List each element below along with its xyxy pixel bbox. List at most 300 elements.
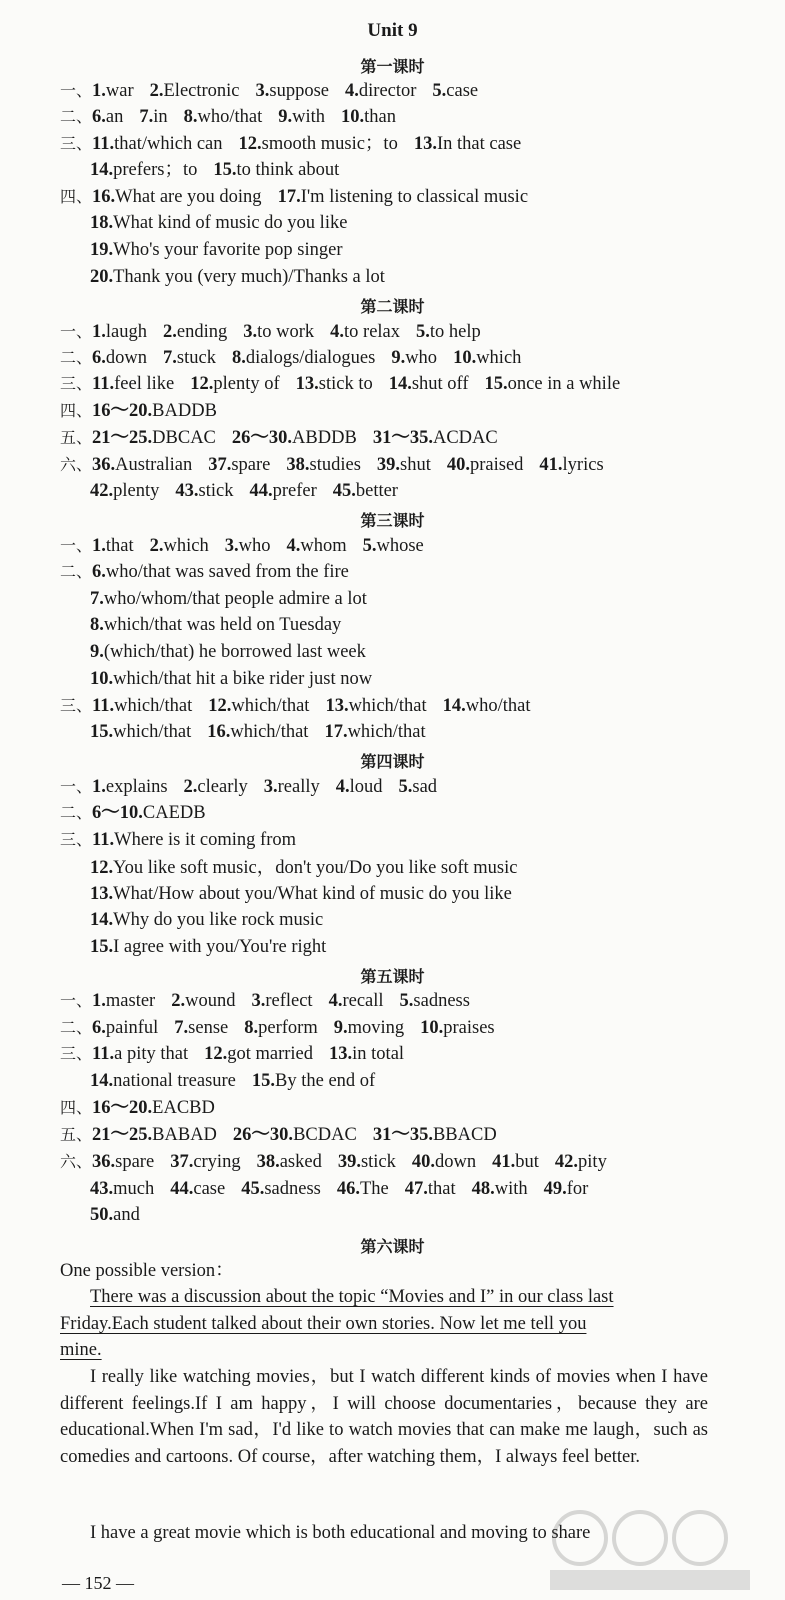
answer-text: master (105, 991, 156, 1011)
section-marker: 五、 (60, 1125, 93, 1144)
question-number: 6. (92, 107, 106, 127)
answer-text: ACDAC (432, 428, 498, 448)
question-number: 2. (149, 536, 164, 556)
answer-text: but (515, 1152, 539, 1172)
question-number: 15. (484, 374, 508, 394)
answer-text: better (355, 481, 398, 501)
answer-item (400, 991, 470, 1011)
answer-item (256, 81, 330, 101)
section-marker: 六、 (60, 455, 93, 474)
question-number: 10. (341, 107, 365, 127)
answer-text: BABAD (152, 1125, 217, 1145)
question-number: 18. (90, 213, 114, 233)
answer-text: CAEDB (142, 803, 206, 823)
answer-item (92, 696, 192, 716)
answer-item (241, 1179, 321, 1199)
question-number: 5. (416, 322, 430, 342)
question-number: 5. (362, 536, 377, 556)
answer-text: Australian (115, 455, 193, 475)
answer-item (391, 348, 437, 368)
l5-section-5 (60, 1124, 513, 1146)
answer-text: pity (578, 1152, 607, 1172)
question-number: 47. (404, 1179, 428, 1199)
question-number: 14. (90, 160, 114, 180)
watermark-logo (540, 1500, 770, 1595)
question-number: 37. (208, 455, 232, 475)
answer-text: who/that (197, 107, 263, 127)
answer-item (251, 991, 312, 1011)
answer-item (92, 348, 147, 368)
answer-text: that (427, 1179, 456, 1199)
answer-item (92, 455, 192, 475)
answer-item (232, 348, 375, 368)
answer-text: shut off (411, 374, 469, 394)
question-number: 13. (413, 134, 437, 154)
question-number: 11. (92, 1044, 115, 1064)
answer-item (239, 134, 398, 154)
answer-item (345, 81, 416, 101)
question-number: 10. (90, 669, 114, 689)
answer-item (539, 455, 603, 475)
answer-text: an (105, 107, 124, 127)
section-marker: 二、 (60, 1018, 93, 1037)
question-number: 45. (332, 481, 356, 501)
question-number: 4. (330, 322, 345, 342)
answer-text: Where is it coming from (114, 830, 296, 850)
section-marker: 一、 (60, 536, 93, 555)
answer-item (90, 267, 385, 287)
question-number: 11. (92, 134, 115, 154)
answer-text: much (113, 1179, 155, 1199)
question-number: 17. (324, 722, 348, 742)
answer-text: EACBD (152, 1098, 215, 1118)
answer-text: that (105, 536, 134, 556)
essay-para-3: I have a great movie which is both educational and moving to share (90, 1523, 591, 1543)
answer-item (90, 589, 367, 609)
answer-text: praised (469, 455, 524, 475)
answer-text: ABDDB (292, 428, 357, 448)
answer-text: Electronic (163, 81, 240, 101)
answer-item (492, 1152, 539, 1172)
answer-text: prefers；to (113, 160, 198, 180)
l5-section-6 (60, 1151, 623, 1173)
answer-item (170, 1152, 240, 1172)
answer-text: loud (349, 777, 383, 797)
answer-item (373, 428, 498, 448)
answer-item (139, 107, 167, 127)
answer-item (225, 536, 271, 556)
question-number: 15. (90, 937, 114, 957)
question-number: 15. (213, 160, 237, 180)
answer-text: with (292, 107, 326, 127)
question-number: 16～20. (92, 1098, 153, 1118)
answer-text: a pity that (114, 1044, 189, 1064)
answer-text: sadness (413, 991, 470, 1011)
question-number: 14. (442, 696, 466, 716)
question-number: 12. (238, 134, 262, 154)
answer-text: which/that (114, 696, 193, 716)
answer-text: national treasure (113, 1071, 236, 1091)
l2-section-6-cont (90, 480, 414, 502)
answer-item (92, 81, 134, 101)
answer-item (472, 1179, 528, 1199)
l3-section-2-q9 (90, 641, 382, 663)
answer-text: which (163, 536, 209, 556)
answer-text: praises (443, 1018, 495, 1038)
answer-text: to help (429, 322, 481, 342)
answer-text: who (405, 348, 438, 368)
answer-item (90, 858, 517, 878)
answer-text: director (358, 81, 417, 101)
answer-item (324, 722, 425, 742)
question-number: 42. (90, 481, 114, 501)
question-number: 2. (183, 777, 198, 797)
answer-text: to relax (344, 322, 401, 342)
question-number: 42. (554, 1152, 579, 1172)
answer-item (412, 1152, 476, 1172)
answer-text: recall (342, 991, 384, 1011)
answer-text: and (113, 1205, 140, 1225)
question-number: 14. (90, 1071, 114, 1091)
lesson-5-title: 第五课时 (360, 967, 425, 986)
question-number: 14. (90, 910, 114, 930)
l2-section-1 (60, 321, 497, 343)
question-number: 7. (163, 348, 177, 368)
essay-intro: One possible version： (60, 1261, 234, 1281)
l3-section-1 (60, 535, 440, 557)
answer-text: dialogs/dialogues (245, 348, 376, 368)
question-number: 13. (329, 1044, 353, 1064)
question-number: 48. (471, 1179, 495, 1199)
answer-text: Thank you (very much)/Thanks a lot (113, 267, 385, 287)
l2-section-3 (60, 373, 636, 395)
answer-item (90, 642, 366, 662)
question-number: 26～30. (232, 1125, 294, 1145)
question-number: 6. (92, 1018, 106, 1038)
answer-text: spare (231, 455, 271, 475)
answer-item (208, 455, 270, 475)
answer-item (92, 187, 262, 207)
answer-item (399, 777, 438, 797)
answer-item (90, 937, 326, 957)
answer-item (443, 696, 531, 716)
section-marker: 一、 (60, 777, 93, 796)
answer-item (92, 1098, 215, 1118)
answer-text: moving (347, 1018, 405, 1038)
question-number: 4. (328, 991, 343, 1011)
l4-section-3-q13 (90, 883, 528, 905)
answer-item (420, 1018, 495, 1038)
answer-text: studies (309, 455, 361, 475)
answer-text: BADDB (152, 401, 217, 421)
question-number: 46. (336, 1179, 360, 1199)
answer-text: explains (105, 777, 168, 797)
answer-item (252, 1071, 375, 1091)
answer-text: I agree with you/You're right (113, 937, 327, 957)
l2-section-6 (60, 454, 620, 476)
answer-text: reflect (265, 991, 313, 1011)
question-number: 8. (183, 107, 198, 127)
answer-item (92, 107, 123, 127)
question-number: 16. (207, 722, 231, 742)
question-number: 3. (224, 536, 239, 556)
question-number: 2. (149, 81, 164, 101)
l1-section-4-q18 (90, 212, 363, 234)
answer-text: suppose (269, 81, 330, 101)
l3-section-2 (60, 561, 365, 583)
answer-item (389, 374, 469, 394)
answer-item (286, 536, 346, 556)
section-marker: 四、 (60, 401, 93, 420)
answer-text: painful (105, 1018, 159, 1038)
answer-item (171, 991, 235, 1011)
section-marker: 二、 (60, 348, 93, 367)
answer-item (485, 374, 621, 394)
answer-text: Why do you like rock music (113, 910, 324, 930)
lesson-3-title: 第三课时 (360, 511, 425, 530)
answer-text: clearly (197, 777, 248, 797)
answer-item (278, 107, 325, 127)
question-number: 50. (90, 1205, 114, 1225)
l4-section-3 (60, 829, 312, 851)
answer-text: BCDAC (293, 1125, 357, 1145)
answer-text: The (359, 1179, 389, 1199)
l3-section-3 (60, 695, 547, 717)
l2-section-2 (60, 347, 537, 369)
answer-item (92, 1018, 158, 1038)
answer-text: plenty of (213, 374, 280, 394)
answer-item (92, 777, 168, 797)
answer-item (338, 1152, 396, 1172)
section-marker: 一、 (60, 991, 93, 1010)
question-number: 39. (337, 1152, 361, 1172)
answer-text: which/that (230, 722, 309, 742)
answer-text: smooth music；to (261, 134, 398, 154)
question-number: 19. (90, 240, 114, 260)
answer-item (90, 884, 512, 904)
question-number: 45. (241, 1179, 265, 1199)
answer-text: asked (279, 1152, 322, 1172)
answer-item (341, 107, 396, 127)
answer-text: once in a while (507, 374, 621, 394)
question-number: 12. (190, 374, 214, 394)
answer-item (334, 1018, 404, 1038)
answer-text: Who's your favorite pop singer (113, 240, 343, 260)
l5-section-1 (60, 990, 486, 1012)
answer-text: ending (176, 322, 228, 342)
answer-text: crying (193, 1152, 241, 1172)
question-number: 26～30. (231, 428, 293, 448)
l3-section-2-q8 (90, 614, 357, 636)
answer-text: DBCAC (152, 428, 216, 448)
answer-text: which/that (231, 696, 310, 716)
answer-item (333, 481, 398, 501)
answer-item (232, 428, 357, 448)
answer-text: who (238, 536, 271, 556)
answer-text: in total (352, 1044, 405, 1064)
section-marker: 二、 (60, 107, 93, 126)
answer-item (90, 1179, 154, 1199)
answer-item (233, 1125, 357, 1145)
section-marker: 三、 (60, 134, 93, 153)
answer-item (92, 803, 206, 823)
question-number: 12. (204, 1044, 228, 1064)
question-number: 2. (171, 991, 186, 1011)
question-number: 9. (278, 107, 293, 127)
question-number: 1. (92, 536, 106, 556)
question-number: 8. (244, 1018, 259, 1038)
section-marker: 二、 (60, 562, 93, 581)
answer-text: stick (198, 481, 234, 501)
l4-section-3-q15 (90, 936, 342, 958)
question-number: 21～25. (92, 428, 153, 448)
answer-item (174, 1018, 228, 1038)
lesson-4-title: 第四课时 (360, 752, 425, 771)
question-number: 38. (256, 1152, 280, 1172)
answer-item (92, 322, 147, 342)
answer-item (90, 160, 197, 180)
answer-text: stuck (176, 348, 216, 368)
question-number: 7. (139, 107, 154, 127)
answer-text: By the end of (275, 1071, 376, 1091)
answer-text: case (193, 1179, 226, 1199)
l5-section-6-q50 (90, 1204, 156, 1226)
answer-item (190, 374, 279, 394)
answer-text: with (494, 1179, 528, 1199)
answer-item (90, 910, 323, 930)
answer-text: wound (185, 991, 236, 1011)
question-number: 39. (376, 455, 401, 475)
answer-item (329, 991, 384, 1011)
answer-item (175, 481, 233, 501)
answer-item (363, 536, 424, 556)
question-number: 11. (92, 830, 115, 850)
l1-section-2 (60, 106, 412, 128)
answer-text: which/that was held on Tuesday (103, 615, 342, 635)
answer-item (150, 81, 240, 101)
answer-text: who/that was saved from the fire (105, 562, 349, 582)
answer-item (90, 1071, 236, 1091)
question-number: 37. (170, 1152, 194, 1172)
answer-text: perform (258, 1018, 318, 1038)
answer-text: case (446, 81, 479, 101)
l3-section-3-cont (90, 721, 442, 743)
answer-item (184, 107, 263, 127)
question-number: 15. (90, 722, 114, 742)
answer-text: to work (257, 322, 315, 342)
answer-item (207, 722, 308, 742)
question-number: 16～20. (92, 401, 153, 421)
l1-section-4-q19 (90, 239, 359, 261)
l4-section-2 (60, 802, 222, 824)
lesson-2-title: 第二课时 (360, 297, 425, 316)
section-marker: 二、 (60, 803, 93, 822)
answer-item (90, 240, 343, 260)
l1-section-4-q20 (90, 266, 401, 288)
answer-text: which/that hit a bike rider just now (113, 669, 373, 689)
question-number: 14. (388, 374, 412, 394)
question-number: 49. (543, 1179, 567, 1199)
answer-text: What kind of music do you like (113, 213, 348, 233)
answer-text: I'm listening to classical music (300, 187, 529, 207)
answer-item (325, 696, 426, 716)
question-number: 4. (345, 81, 359, 101)
essay-para-1-line-2: Friday.Each student talked about their own stories. Now let me tell you (60, 1314, 587, 1334)
l5-section-4 (60, 1097, 231, 1119)
answer-text: whom (300, 536, 347, 556)
question-number: 9. (333, 1018, 348, 1038)
answer-text: prefer (272, 481, 317, 501)
l1-section-4 (60, 186, 544, 208)
answer-item (204, 1044, 313, 1064)
question-number: 9. (391, 348, 406, 368)
question-number: 3. (243, 322, 258, 342)
answer-text: in (153, 107, 168, 127)
answer-item (373, 1125, 497, 1145)
question-number: 40. (411, 1152, 436, 1172)
question-number: 1. (92, 777, 106, 797)
answer-text: war (105, 81, 134, 101)
page-number: — 152 — (62, 1573, 134, 1593)
question-number: 15. (251, 1071, 276, 1091)
question-number: 40. (446, 455, 470, 475)
answer-text: feel like (114, 374, 175, 394)
answer-item (90, 213, 347, 233)
l1-section-1 (60, 80, 494, 102)
answer-item (544, 1179, 589, 1199)
answer-text: laugh (105, 322, 147, 342)
answer-item (555, 1152, 607, 1172)
answer-text: sad (412, 777, 438, 797)
answer-text: In that case (436, 134, 522, 154)
answer-text: BBACD (432, 1125, 497, 1145)
question-number: 2. (163, 322, 177, 342)
answer-item (414, 134, 521, 154)
question-number: 20. (90, 267, 114, 287)
question-number: 6～10. (92, 803, 143, 823)
answer-item (92, 1152, 154, 1172)
question-number: 31～35. (372, 1125, 433, 1145)
l4-section-1 (60, 776, 453, 798)
question-number: 7. (174, 1018, 189, 1038)
question-number: 10. (453, 348, 477, 368)
answer-item (150, 536, 209, 556)
question-number: 12. (208, 696, 232, 716)
section-marker: 三、 (60, 830, 93, 849)
question-number: 7. (90, 589, 104, 609)
answer-item (257, 1152, 322, 1172)
l5-section-2 (60, 1017, 511, 1039)
question-number: 36. (92, 455, 116, 475)
section-marker: 三、 (60, 696, 93, 715)
answer-text: down (105, 348, 148, 368)
l2-section-4 (60, 400, 233, 422)
question-number: 43. (90, 1179, 114, 1199)
l5-section-3 (60, 1043, 420, 1065)
answer-text: shut (400, 455, 431, 475)
answer-item (92, 1044, 188, 1064)
question-number: 31～35. (372, 428, 433, 448)
answer-item (92, 562, 349, 582)
question-number: 4. (335, 777, 350, 797)
question-number: 44. (249, 481, 273, 501)
question-number: 41. (539, 455, 563, 475)
section-marker: 五、 (60, 428, 93, 447)
answer-text: What are you doing (115, 187, 262, 207)
question-number: 36. (92, 1152, 116, 1172)
question-number: 1. (92, 81, 106, 101)
question-number: 10. (420, 1018, 444, 1038)
